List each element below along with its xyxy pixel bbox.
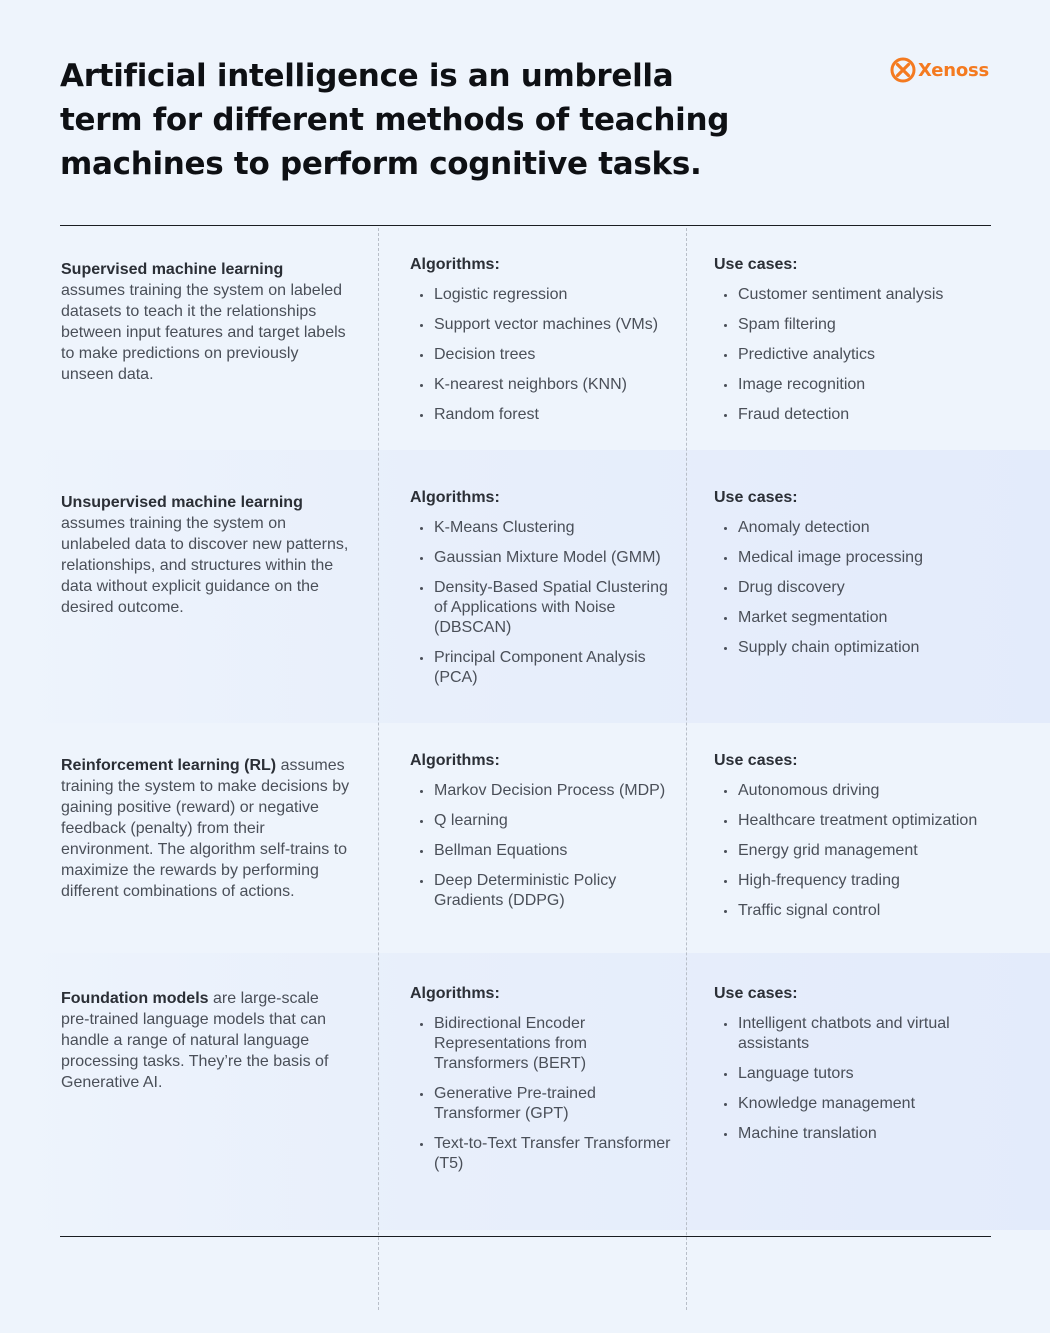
list-item: Customer sentiment analysis <box>714 285 1014 305</box>
algorithms-list <box>410 285 675 425</box>
use-cases-column <box>714 255 1014 435</box>
list-item: Supply chain optimization <box>714 638 1014 658</box>
use-cases-label: Use cases: <box>714 985 798 1002</box>
row-description <box>61 988 351 1093</box>
list-item: Energy grid management <box>714 841 1014 861</box>
list-item: Spam filtering <box>714 315 1014 335</box>
xenoss-logo-icon <box>890 57 916 83</box>
use-cases-column <box>714 751 1014 931</box>
list-item: Support vector machines (VMs) <box>410 315 675 335</box>
list-item: Deep Deterministic Policy Gradients (DDPG) <box>410 871 675 911</box>
list-item: Bellman Equations <box>410 841 675 861</box>
algorithms-list <box>410 518 675 688</box>
list-item: Drug discovery <box>714 578 1014 598</box>
algorithms-list <box>410 1014 675 1174</box>
algorithms-list <box>410 781 675 911</box>
row-description-text: assumes training the system to make decisions by gaining positive (reward) or negative feedback (penalty) from their environment. The algorithm self-trains to maximize the rewards by performing different combinations of actions. <box>61 757 350 900</box>
use-cases-list <box>714 781 1014 921</box>
list-item: Healthcare treatment optimization <box>714 811 1014 831</box>
row-description-text: are large-scale pre-trained language models that can handle a range of natural language processing tasks. They’re the basis of Generative AI. <box>61 990 329 1091</box>
list-item: Density-Based Spatial Clustering of Applications with Noise (DBSCAN) <box>410 578 675 638</box>
list-item: Image recognition <box>714 375 1014 395</box>
row-description <box>61 492 351 618</box>
list-item: Q learning <box>410 811 675 831</box>
use-cases-list <box>714 285 1014 425</box>
use-cases-label: Use cases: <box>714 489 798 506</box>
top-divider <box>60 225 991 226</box>
row-description-text: assumes training the system on unlabeled data to discover new patterns, relationships, and structures within the data without explicit guidance on the desired outcome. <box>61 515 349 616</box>
list-item: Medical image processing <box>714 548 1014 568</box>
list-item: K-Means Clustering <box>410 518 675 538</box>
list-item: Predictive analytics <box>714 345 1014 365</box>
algorithms-column <box>410 488 675 698</box>
list-item: Decision trees <box>410 345 675 365</box>
list-item: Traffic signal control <box>714 901 1014 921</box>
list-item: High-frequency trading <box>714 871 1014 891</box>
row-term: Reinforcement learning (RL) <box>61 757 277 774</box>
use-cases-label: Use cases: <box>714 256 798 273</box>
algorithms-label: Algorithms: <box>410 256 500 273</box>
use-cases-list <box>714 518 1014 658</box>
row-term: Foundation models <box>61 990 209 1007</box>
row-term: Unsupervised machine learning <box>61 494 303 511</box>
algorithms-label: Algorithms: <box>410 489 500 506</box>
algorithms-column <box>410 984 675 1184</box>
row-description <box>61 755 351 902</box>
list-item: Logistic regression <box>410 285 675 305</box>
list-item: Knowledge management <box>714 1094 1014 1114</box>
use-cases-column <box>714 984 1014 1154</box>
xenoss-logo <box>890 56 989 84</box>
algorithms-label: Algorithms: <box>410 752 500 769</box>
page-title: Artificial intelligence is an umbrella term for different methods of teaching machines to perform cognitive tasks. <box>60 58 730 182</box>
list-item: Intelligent chatbots and virtual assistants <box>714 1014 1014 1054</box>
list-item: Principal Component Analysis (PCA) <box>410 648 675 688</box>
list-item: Machine translation <box>714 1124 1014 1144</box>
algorithms-column <box>410 255 675 435</box>
list-item: Text-to-Text Transfer Transformer (T5) <box>410 1134 675 1174</box>
list-item: Anomaly detection <box>714 518 1014 538</box>
xenoss-logo-text: Xenoss <box>918 59 990 81</box>
list-item: Autonomous driving <box>714 781 1014 801</box>
column-divider-2 <box>686 228 687 1310</box>
list-item: Markov Decision Process (MDP) <box>410 781 675 801</box>
row-term: Supervised machine learning <box>61 261 284 278</box>
list-item: Generative Pre-trained Transformer (GPT) <box>410 1084 675 1124</box>
list-item: Gaussian Mixture Model (GMM) <box>410 548 675 568</box>
list-item: Market segmentation <box>714 608 1014 628</box>
column-divider-1 <box>378 228 379 1310</box>
algorithms-label: Algorithms: <box>410 985 500 1002</box>
row-description <box>61 259 351 385</box>
list-item: Language tutors <box>714 1064 1014 1084</box>
use-cases-list <box>714 1014 1014 1144</box>
list-item: Bidirectional Encoder Representations from Transformers (BERT) <box>410 1014 675 1074</box>
row-description-text: assumes training the system on labeled datasets to teach it the relationships between input features and target labels to make predictions on previously unseen data. <box>61 282 346 383</box>
list-item: Fraud detection <box>714 405 1014 425</box>
algorithms-column <box>410 751 675 921</box>
use-cases-column <box>714 488 1014 668</box>
list-item: Random forest <box>410 405 675 425</box>
use-cases-label: Use cases: <box>714 752 798 769</box>
bottom-divider <box>60 1236 991 1237</box>
list-item: K-nearest neighbors (KNN) <box>410 375 675 395</box>
